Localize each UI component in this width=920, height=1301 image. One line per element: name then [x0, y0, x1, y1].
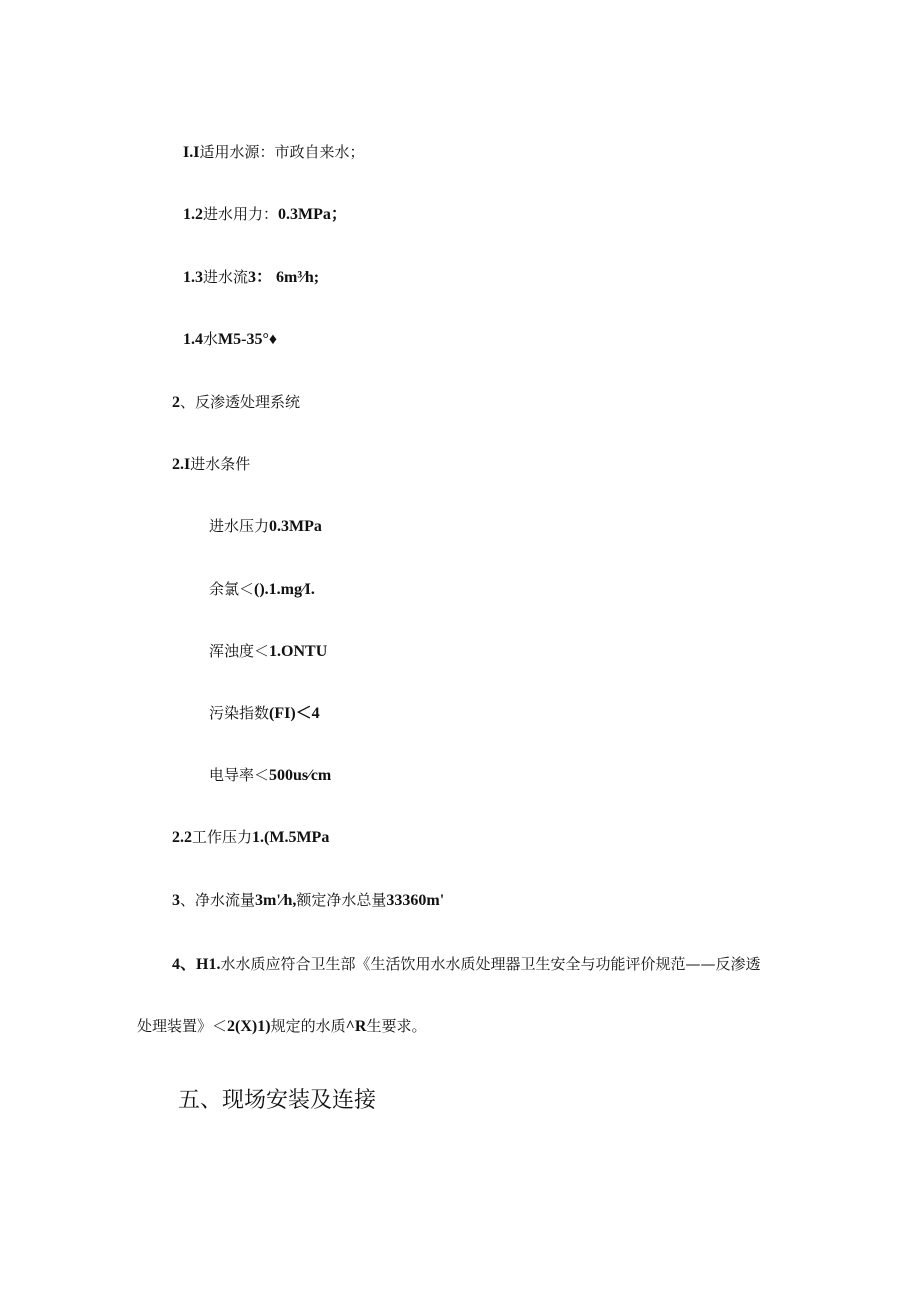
item-text: 电导率＜	[209, 766, 270, 784]
item-text: 水水质应符合卫生部《生活饮用水水质处理器卫生安全与功能评价规范——反渗透	[220, 955, 761, 973]
item-value: 1.(M.5MPa	[252, 829, 330, 846]
item-value: 3m'⁄h,	[255, 892, 297, 909]
item-value: ().1.mg⁄I.	[254, 581, 315, 598]
item-text: 浑浊度＜	[209, 642, 270, 660]
item-value: 1.ONTU	[269, 643, 328, 660]
item-number: I.I	[183, 144, 200, 161]
item-text: 适用水源：市政自来水；	[199, 143, 365, 161]
item-text: 工作压力	[192, 828, 253, 846]
spec-line-3	[172, 890, 444, 911]
spec-line-1-3	[183, 267, 319, 288]
item-text: 、净水流量	[180, 891, 256, 909]
item-number: 2.2	[172, 829, 192, 846]
item-value: (FI)＜4	[269, 705, 320, 722]
item-text: 污染指数	[209, 704, 270, 722]
item-text: 进水条件	[190, 455, 251, 473]
item-text: 进水流	[203, 268, 249, 286]
item-value: M5-35°♦	[218, 331, 278, 348]
item-number: 1.3	[183, 269, 203, 286]
spec-line-1-2	[183, 204, 347, 225]
item-number: 2.I	[172, 456, 191, 473]
item-number: 1.2	[183, 206, 203, 223]
item-text-3: 生要求。	[366, 1017, 427, 1035]
item-value: 0.3MPa	[269, 518, 322, 535]
spec-line-1-4	[183, 329, 277, 350]
condition-fouling-index	[209, 703, 320, 724]
item-text-2: 规定的水质	[270, 1017, 346, 1035]
item-value: 0.3MPa；	[278, 206, 347, 223]
section-heading: 五、现场安装及连接	[178, 1088, 377, 1113]
item-text: 水	[203, 330, 219, 348]
spec-line-4-continued	[137, 1016, 426, 1037]
item-text: 、反渗透处理系统	[180, 393, 301, 411]
item-number: 4、H1.	[172, 956, 221, 973]
spec-line-2-2	[172, 827, 329, 848]
item-text: 进水用力：	[203, 205, 279, 223]
item-value-2: 33360m'	[386, 892, 445, 909]
item-value: 2(X)1)	[227, 1018, 271, 1035]
item-number: 1.4	[183, 331, 203, 348]
item-number: 3	[172, 892, 180, 909]
item-value-2: ^R	[345, 1018, 367, 1035]
item-text: 进水压力	[209, 517, 270, 535]
item-text-2: 额定净水总量	[296, 891, 387, 909]
condition-conductivity	[209, 765, 331, 786]
spec-line-2-1	[172, 454, 250, 475]
item-number: 2	[172, 394, 180, 411]
item-text: 余氯＜	[209, 580, 255, 598]
condition-turbidity	[209, 641, 327, 662]
spec-line-1-1	[183, 142, 364, 163]
condition-residual-chlorine	[209, 579, 315, 600]
item-text: 处理装置》＜	[137, 1017, 228, 1035]
condition-inlet-pressure	[209, 516, 322, 537]
item-value: 3： 6m³⁄h;	[248, 269, 320, 286]
item-value: 500us⁄cm	[269, 767, 332, 784]
section-2-title	[172, 392, 300, 413]
spec-line-4	[172, 954, 760, 975]
